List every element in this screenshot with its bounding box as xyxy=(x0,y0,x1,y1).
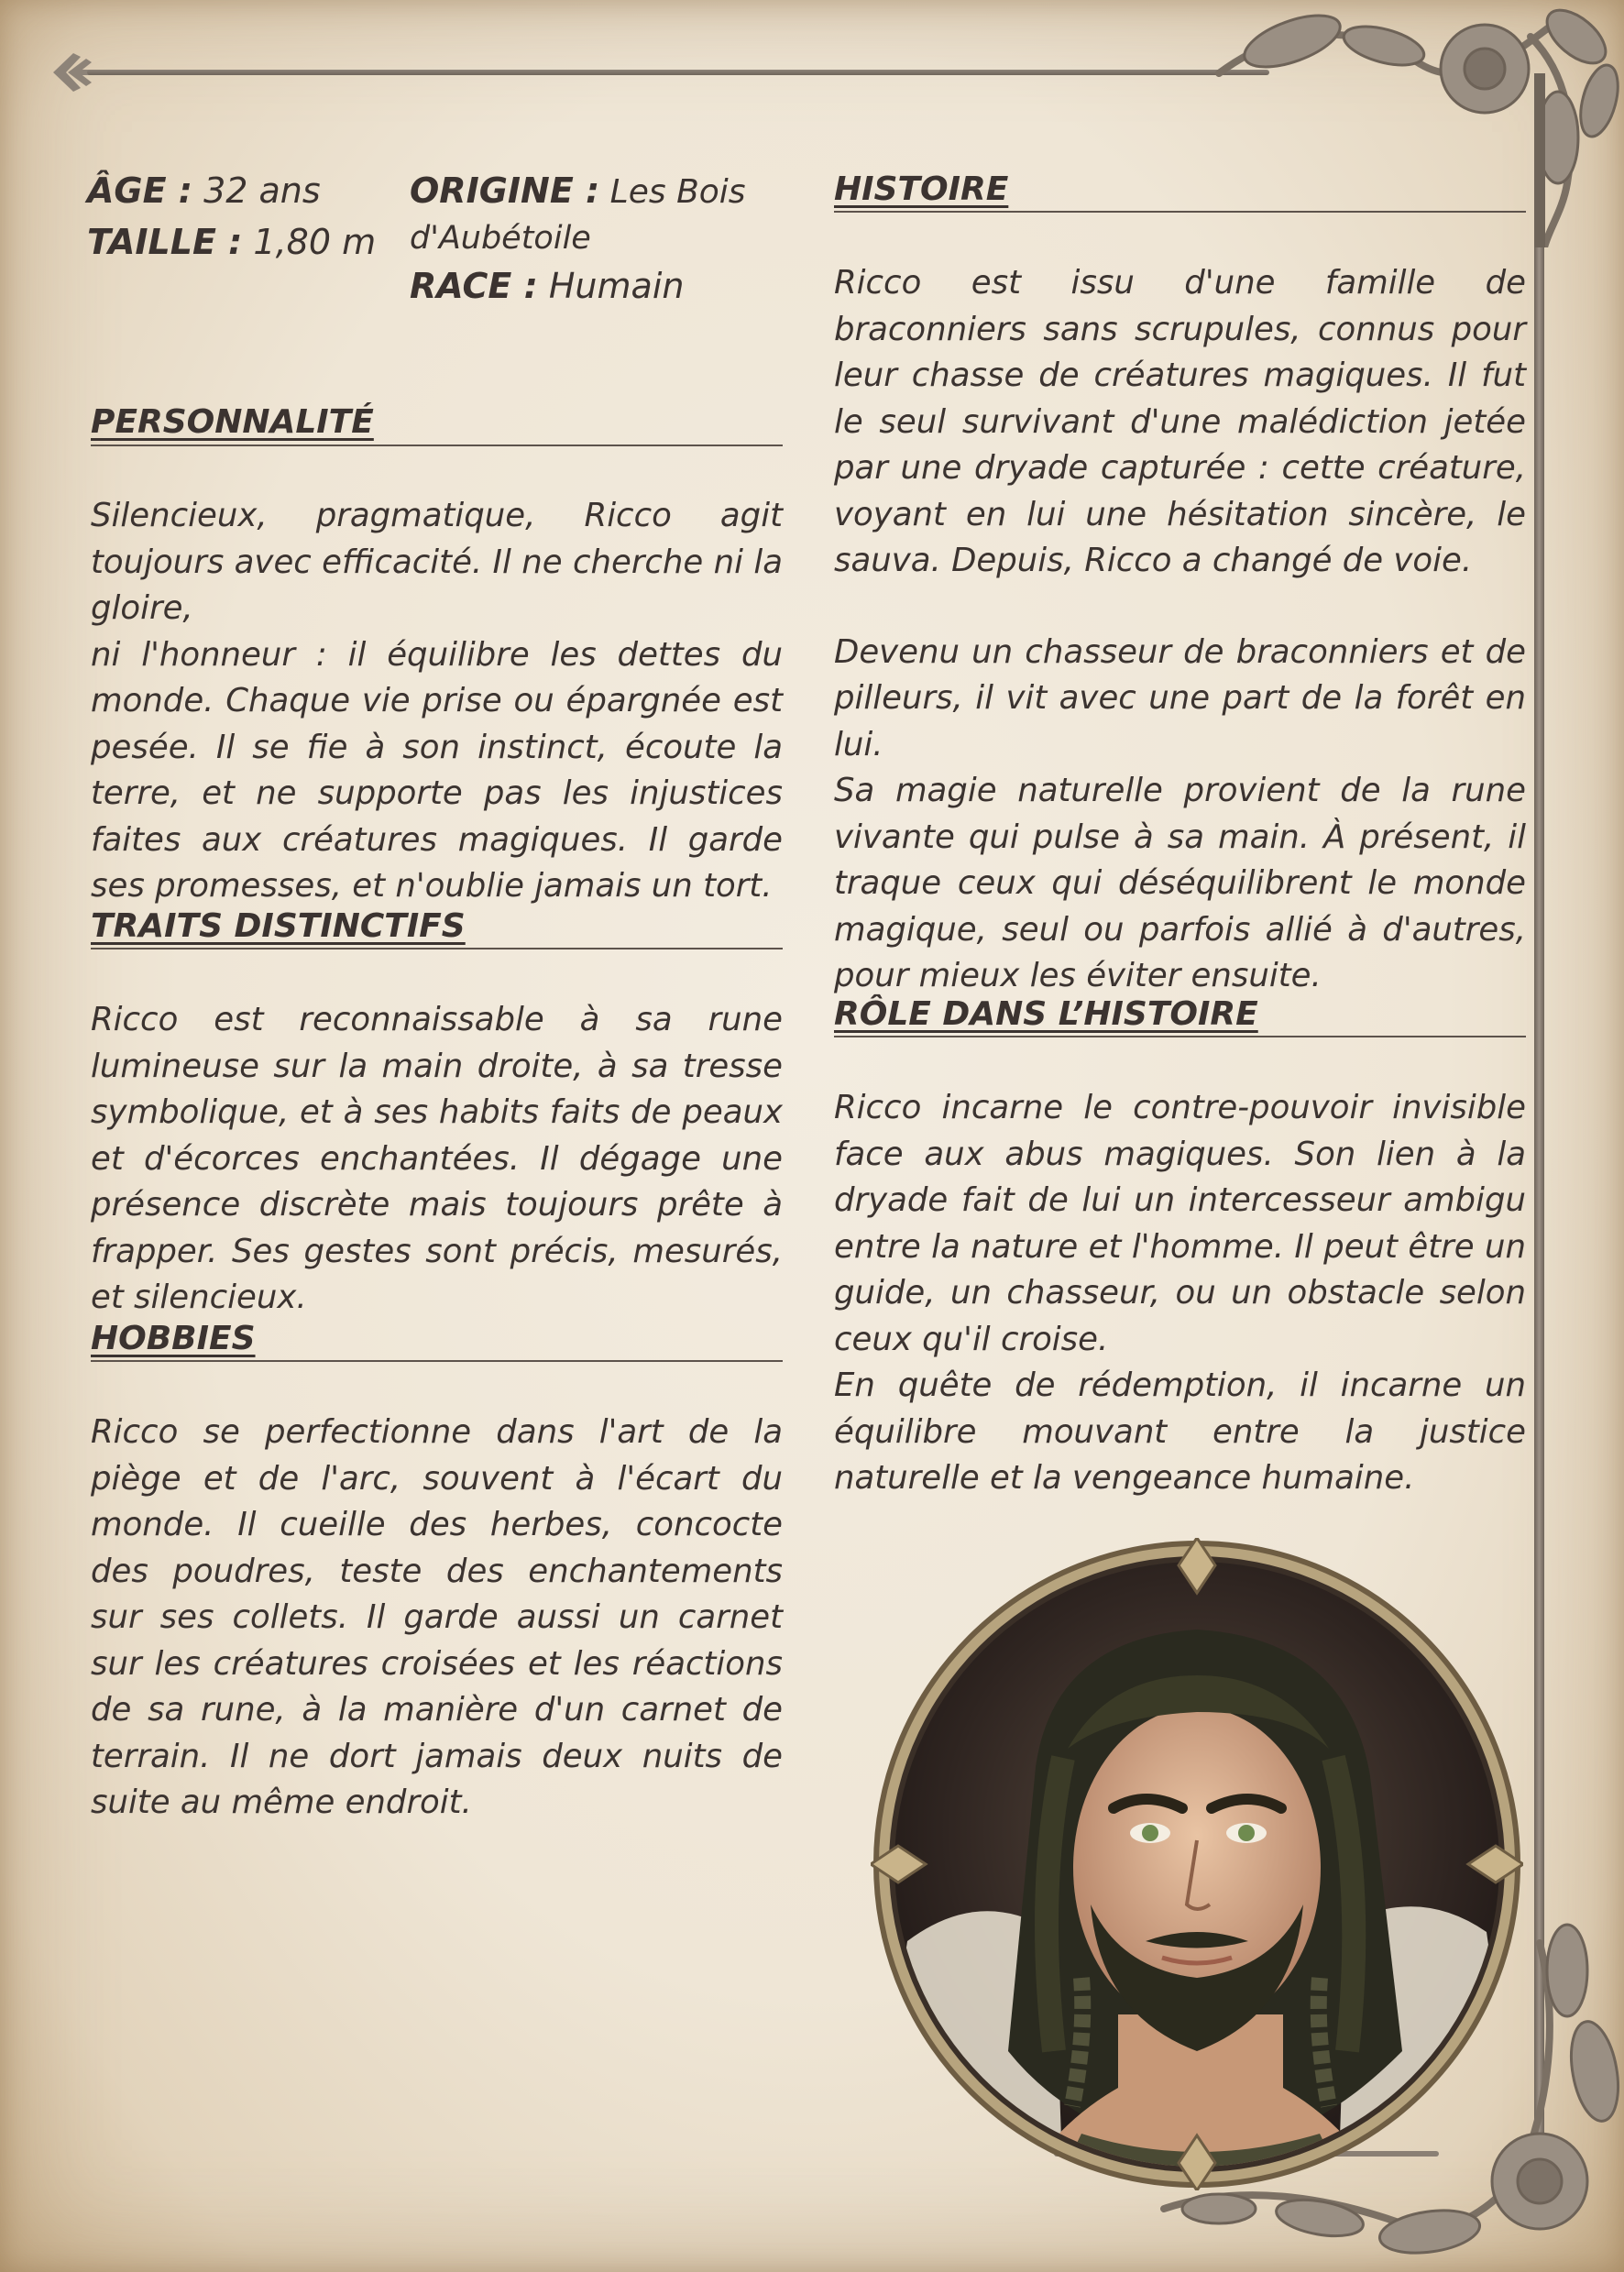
character-portrait xyxy=(871,1538,1523,2190)
role-paragraph-2: En quête de rédemption, il incarne un équilibre mouvant entre la justice naturelle et la vengeance humaine. xyxy=(834,1366,1526,1497)
hobbies-text xyxy=(91,1410,783,1827)
origin-field xyxy=(410,165,746,218)
age-field xyxy=(87,165,321,216)
race-label: RACE : xyxy=(410,266,538,306)
origin-label: ORIGINE : xyxy=(410,170,600,211)
race-value: Humain xyxy=(537,266,685,306)
origin-value-line-2: d'Aubétoile xyxy=(410,220,591,257)
histoire-paragraph-3: Sa magie naturelle provient de la rune vivante qui pulse à sa main. À présent, il traque ceux qui déséquilibrent le monde magique, seul ou parfois allié à d'autres, pour mieux les éviter ensuite. xyxy=(834,772,1526,994)
personnalite-text xyxy=(91,493,783,910)
hobbies-title: HOBBIES xyxy=(91,1320,256,1357)
role-title: RÔLE DANS L’HISTOIRE xyxy=(834,995,1258,1033)
histoire-paragraph-1: Ricco est issu d'une famille de braconniers sans scrupules, connus pour leur chasse de créatures magiques. Il fut le seul survivant d'une malédiction jetée par une dryade capturée : cette créature, voyant en lui une hésitation sincère, le sauva. Depuis, Ricco a changé de voie. xyxy=(834,264,1526,579)
traits-rule xyxy=(91,948,783,949)
histoire-rule xyxy=(834,211,1526,213)
traits-paragraph: Ricco est reconnaissable à sa rune lumineuse sur la main droite, à sa tresse symbolique, et à ses habits faits de peaux et d'écorces enchantées. Il dégage une présence discrète mais toujours prête à frapper. Ses gestes sont précis, mesurés, et silencieux. xyxy=(91,1001,783,1316)
race-field xyxy=(410,260,684,312)
personnalite-line-1: Silencieux, pragmatique, Ricco agit toujours avec efficacité. Il ne cherche ni la gloire, xyxy=(91,497,783,627)
height-value: 1,80 m xyxy=(242,222,377,262)
traits-text xyxy=(91,997,783,1322)
top-ornamental-rule xyxy=(87,70,1269,75)
role-text xyxy=(834,1085,1526,1502)
histoire-paragraph-2: Devenu un chasseur de braconniers et de pilleurs, il vit avec une part de la forêt en lui. xyxy=(834,632,1526,763)
age-value: 32 ans xyxy=(192,170,321,211)
right-ornamental-rule xyxy=(1534,137,1544,2190)
height-field xyxy=(87,216,376,268)
hobbies-paragraph: Ricco se perfectionne dans l'art de la piège et de l'arc, souvent à l'écart du monde. Il cueille des herbes, concocte des poudres, teste des enchantements sur ses collets. Il garde aussi un carnet sur les créatures croisées et les réactions de sa rune, à la manière d'un carnet de terrain. Il ne dort jamais deux nuits de suite au même endroit. xyxy=(91,1413,783,1821)
height-label: TAILLE : xyxy=(87,222,243,262)
age-label: ÂGE : xyxy=(87,170,192,211)
personnalite-line-2: ni l'honneur : il équilibre les dettes du monde. Chaque vie prise ou épargnée est pesée. Il se fie à son instinct, écoute la terre, et ne supporte pas les injustices faites aux créatures magiques. Il garde ses promesses, et n'oublie jamais un tort. xyxy=(91,635,783,905)
histoire-title: HISTOIRE xyxy=(834,170,1009,208)
personnalite-rule xyxy=(91,445,783,446)
role-paragraph-1: Ricco incarne le contre-pouvoir invisible face aux abus magiques. Son lien à la dryade fait de lui un intercesseur ambigu entre la nature et l'homme. Il peut être un guide, un chasseur, ou un obstacle selon ceux qu'il croise. xyxy=(834,1089,1526,1358)
role-rule xyxy=(834,1036,1526,1037)
origin-value: Les Bois xyxy=(599,173,746,211)
personnalite-title: PERSONNALITÉ xyxy=(91,403,374,441)
histoire-text xyxy=(834,260,1526,1000)
traits-title: TRAITS DISTINCTIFS xyxy=(91,907,466,945)
hobbies-rule xyxy=(91,1360,783,1362)
